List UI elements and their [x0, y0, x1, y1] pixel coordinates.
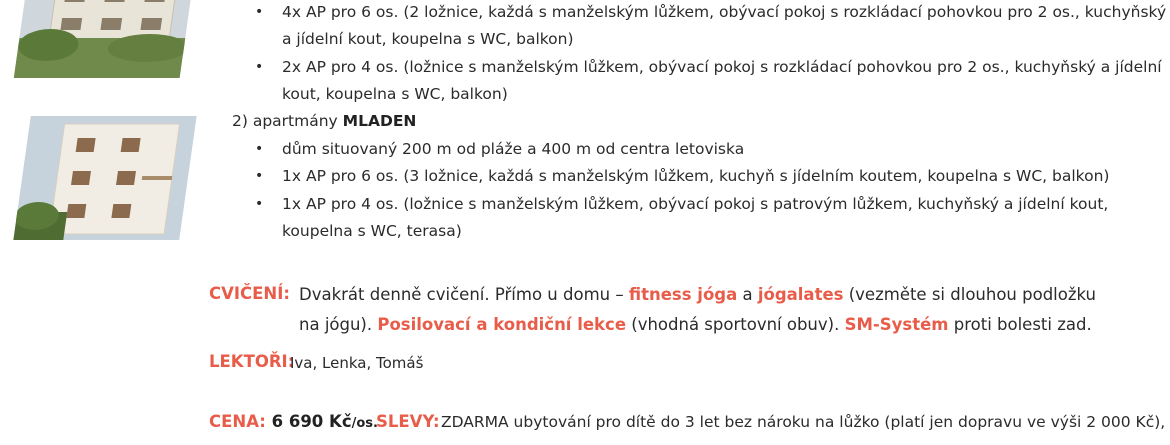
item-line: kout, koupelna s WC, balkon) [282, 85, 508, 103]
lecturers-names: Iva, Lenka, Tomáš [290, 354, 424, 372]
mladen-item-4os-cont [282, 218, 462, 245]
mladen-item-location [255, 136, 745, 163]
item-line: koupelna s WC, terasa) [282, 222, 462, 240]
highlight-fitness-yoga: fitness jóga [628, 285, 738, 304]
item-line: 2x AP pro 4 os. (ložnice s manželským lůžkem, obývací pokoj s rozkládací pohovkou pro 2 os., kuchyňský a jídelní [282, 58, 1162, 76]
price-amount: 6 690 Kč [271, 412, 352, 431]
exercise-text-line2 [299, 310, 1092, 339]
item-line: dům situovaný 200 m od pláže a 400 m od centra letoviska [282, 140, 745, 158]
item-line: 4x AP pro 6 os. (2 ložnice, každá s manželským lůžkem, obývací pokoj s rozkládací pohovkou pro 2 os., kuchyňský [282, 3, 1167, 21]
exercise-text: (vhodná sportovní obuv). [626, 315, 845, 334]
mladen-item-4os [255, 191, 1109, 218]
bullet: • [255, 141, 264, 157]
bullet: • [255, 59, 264, 75]
bullet: • [255, 196, 264, 212]
exercise-text: proti bolesti zad. [948, 315, 1092, 334]
bullet: • [255, 168, 264, 184]
price-unit: /os. [351, 416, 378, 431]
exercise-text: Dvakrát denně cvičení. Přímo u domu – [299, 285, 629, 304]
mladen-heading [232, 112, 416, 130]
item-line: 1x AP pro 4 os. (ložnice s manželským lůžkem, obývací pokoj s patrovým lůžkem, kuchyňský a jídelní kout, [282, 195, 1109, 213]
apartment-item-2x [255, 54, 1162, 81]
exercise-text: (vezměte si dlouhou podložku [843, 285, 1097, 304]
highlight-strength-lessons: Posilovací a kondiční lekce [377, 315, 627, 334]
mladen-name: MLADEN [342, 112, 417, 130]
apartment-photo-mladen [13, 116, 196, 240]
highlight-sm-system: SM-Systém [844, 315, 949, 334]
price-block [209, 412, 378, 431]
exercise-label: CVIČENÍ: [209, 284, 290, 303]
bullet: • [255, 4, 264, 20]
discounts-label: SLEVY: [376, 412, 440, 431]
discounts-line1: ZDARMA ubytování pro dítě do 3 let bez nároku na lůžko (platí jen dopravu ve výši 2 000 Kč), [441, 413, 1166, 431]
exercise-text-line1 [299, 280, 1096, 309]
apartment-item-4x-cont [282, 26, 574, 53]
lecturers-label: LEKTOŘI: [209, 352, 295, 371]
item-line: a jídelní kout, koupelna s WC, balkon) [282, 30, 574, 48]
mladen-item-6os [255, 163, 1110, 190]
exercise-text: na jógu). [299, 315, 378, 334]
price-label: CENA: [209, 412, 266, 431]
apartment-photo-1 [14, 0, 197, 78]
apartment-item-4x [255, 0, 1167, 26]
item-line: 1x AP pro 6 os. (3 ložnice, každá s manželským lůžkem, kuchyň s jídelním koutem, koupelna s WC, balkon) [282, 167, 1110, 185]
mladen-prefix: 2) apartmány [232, 112, 338, 130]
highlight-yogalates: jógalates [757, 285, 844, 304]
apartment-item-2x-cont [282, 81, 508, 108]
exercise-text: a [737, 285, 758, 304]
